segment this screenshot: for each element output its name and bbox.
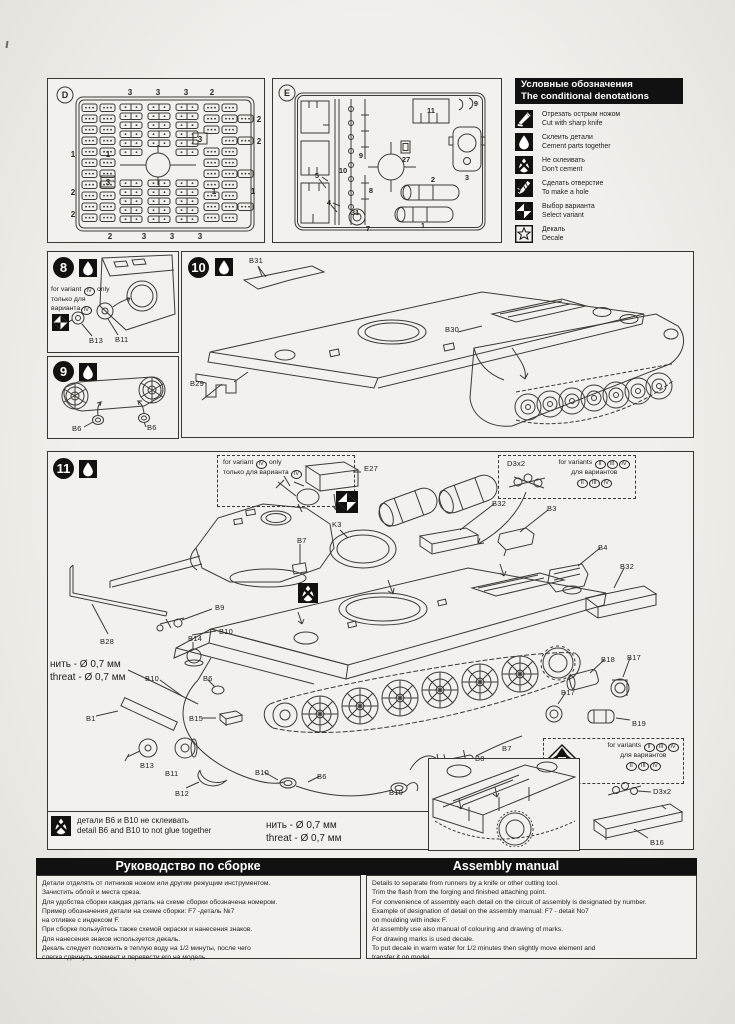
variant-note — [607, 742, 679, 771]
manual-line: Для нанесения знаков используется декаль. — [42, 935, 181, 943]
no-glue-note — [77, 816, 211, 836]
variant-roman: IV — [256, 460, 267, 469]
select-variant-icon — [336, 491, 358, 513]
part-label: B6 — [203, 674, 213, 683]
variant-roman: II — [595, 460, 606, 469]
sprue-d-letter: D — [61, 90, 69, 100]
part-label: B13 — [140, 761, 154, 770]
legend-text-en: To make a hole — [542, 188, 589, 196]
part-label: B14 — [188, 634, 202, 643]
svg-text:3: 3 — [127, 88, 133, 97]
part-label: B10 — [255, 768, 269, 777]
part-label: B17 — [561, 688, 575, 697]
part-label: B30 — [445, 325, 459, 334]
legend-text-ru: Сделать отверстие — [542, 180, 604, 187]
part-label: B6 — [72, 424, 82, 433]
legend-text-ru: Отрезать острым ножом — [542, 111, 621, 118]
part-label: B10 — [219, 627, 233, 636]
part-label: B10 — [389, 788, 403, 797]
legend-item-decal — [515, 225, 565, 243]
part-label: B11 — [165, 769, 179, 778]
variant-roman: III — [638, 762, 649, 771]
drill-hole-icon — [515, 179, 533, 197]
step-10-drawing — [182, 252, 693, 437]
variant-roman: IV — [84, 287, 95, 296]
legend-text-en: Don't cement — [542, 165, 583, 173]
legend-text-en: Cement parts together — [542, 142, 611, 150]
legend-text-en: Decale — [542, 234, 564, 242]
part-label: B8 — [475, 754, 485, 763]
svg-text:3: 3 — [197, 135, 203, 144]
step-11-number: 11 — [53, 458, 74, 479]
variant-note-text: for variants — [558, 459, 593, 466]
svg-text:3: 3 — [197, 232, 203, 241]
thread-note-ru: нить - Ø 0,7 мм — [266, 820, 337, 831]
svg-text:2: 2 — [70, 210, 76, 219]
svg-text:2: 2 — [256, 137, 262, 146]
svg-text:2: 2 — [256, 115, 262, 124]
manual-line: Example of designation of detail on the assembly manual: F7 - detail No7 — [372, 907, 589, 915]
variant-roman: IV — [601, 479, 612, 488]
part-label: B7 — [297, 536, 307, 545]
part-label: B9 — [215, 603, 225, 612]
part-label: D3x2 — [653, 787, 672, 796]
manual-line: Для удобства сборки каждая деталь на схеме сборки обозначена номером. — [42, 898, 278, 906]
legend-title-ru: Условные обозначения — [521, 79, 633, 90]
no-glue-note-ru: детали B6 и B10 не склеивать — [77, 816, 189, 825]
sprue-e-panel — [272, 78, 502, 243]
svg-text:10: 10 — [338, 166, 348, 175]
legend-text-en: Cut with sharp knife — [542, 119, 603, 127]
note-divider — [48, 811, 428, 812]
step-11-panel — [47, 451, 694, 850]
svg-text:3: 3 — [105, 178, 111, 187]
variant-roman: IV — [619, 460, 630, 469]
manual-header-bar — [36, 858, 697, 875]
variant-note-text: только для — [51, 296, 86, 303]
part-label: B7 — [502, 744, 512, 753]
variant-roman: IV — [81, 306, 92, 315]
manual-line: Details to separate from runners by a knife or other cutting tool. — [372, 880, 559, 887]
variant-note-text: для вариантов — [620, 752, 667, 759]
manual-line: Зачистить облой и места среза. — [42, 889, 142, 897]
fender-inset-box — [428, 758, 580, 851]
svg-text:2: 2 — [430, 175, 436, 184]
step-8-panel — [47, 251, 179, 353]
variant-note — [223, 459, 303, 479]
thread-note-en: threat - Ø 0,7 мм — [50, 671, 126, 683]
manual-ru-box — [36, 875, 361, 962]
manual-line: Trim the flash from the forging and finished attaching point. — [372, 889, 547, 897]
variant-note-text: only — [269, 459, 282, 466]
part-label: B6 — [317, 772, 327, 781]
manual-en-box — [366, 875, 697, 962]
legend-header — [515, 78, 683, 104]
variant-box-e27 — [217, 455, 355, 507]
thread-note-ru: нить - Ø 0,7 мм — [50, 659, 121, 670]
legend-text-ru: Декаль — [542, 226, 566, 233]
svg-text:8: 8 — [368, 186, 374, 195]
part-label: B32 — [492, 499, 506, 508]
svg-text:2: 2 — [107, 232, 113, 241]
variant-note-text: for variant — [51, 286, 82, 293]
legend-text-en: Select variant — [542, 211, 584, 219]
svg-text:1: 1 — [70, 150, 76, 159]
manual-line: For convenience of assembly each detail on the circuit of assembly is designated by number. — [372, 898, 647, 906]
part-label: B32 — [620, 562, 634, 571]
step-9-drawing — [48, 357, 178, 438]
legend-title-en: The conditional denotations — [521, 91, 649, 102]
cement-icon — [79, 460, 97, 478]
step-10-number: 10 — [188, 257, 209, 278]
variant-roman: II — [626, 762, 637, 771]
svg-text:2: 2 — [70, 188, 76, 197]
svg-text:9: 9 — [358, 151, 364, 160]
manual-title-en: Assembly manual — [452, 859, 560, 873]
thread-note-bottom — [266, 820, 341, 845]
svg-text:7: 7 — [365, 224, 371, 233]
part-label: K3 — [332, 520, 342, 529]
no-glue-note-en: detail B6 and B10 to not glue together — [77, 826, 212, 835]
manual-line: на отливке с индексом F. — [42, 917, 120, 925]
select-variant-icon — [52, 314, 69, 331]
step-11-drawing — [48, 452, 693, 849]
decal-icon — [515, 225, 533, 243]
thread-note-left — [50, 659, 125, 684]
part-label: B15 — [189, 714, 203, 723]
svg-text:9: 9 — [473, 99, 479, 108]
part-label: B10 — [145, 674, 159, 683]
legend-item-hole — [515, 179, 603, 197]
manual-line: слегка сдвинуть элемент и перевести его на модель. — [42, 954, 208, 962]
cement-icon — [515, 133, 533, 151]
svg-text:1: 1 — [105, 150, 111, 159]
dont-cement-icon — [515, 156, 533, 174]
svg-text:4: 4 — [326, 198, 332, 207]
step-8-number: 8 — [53, 257, 74, 278]
part-label: B11 — [115, 335, 129, 344]
manual-line: For drawing marks is used decale. — [372, 935, 474, 943]
sprue-d-panel — [47, 78, 265, 243]
variant-note-text: for variants — [607, 742, 642, 749]
svg-text:5: 5 — [314, 171, 320, 180]
variant-roman: IV — [650, 762, 661, 771]
part-label: B1 — [86, 714, 96, 723]
variant-note-text: для вариантов — [571, 469, 618, 476]
manual-title-ru: Руководство по сборке — [115, 859, 261, 873]
part-label: B31 — [249, 256, 263, 265]
variant-roman: II — [644, 743, 655, 752]
page-edge-mark — [6, 41, 9, 48]
thread-note-en: threat - Ø 0,7 мм — [266, 832, 342, 844]
part-label: B6 — [147, 423, 157, 432]
legend-text-ru: Склеить детали — [542, 134, 593, 141]
part-label: B19 — [632, 719, 646, 728]
sprue-e-letter: E — [283, 88, 291, 98]
legend-item-cut — [515, 110, 620, 128]
svg-text:31: 31 — [350, 208, 360, 217]
knife-icon — [515, 110, 533, 128]
variant-note — [558, 459, 630, 488]
legend-text-ru: Не склеивать — [542, 157, 585, 164]
manual-line: При сборке пользуйтесь также схемой окраски и нанесения знаков. — [42, 926, 253, 934]
part-label: E27 — [364, 464, 378, 473]
svg-text:2: 2 — [209, 88, 215, 97]
svg-text:1: 1 — [250, 187, 256, 196]
svg-text:3: 3 — [141, 232, 147, 241]
sprue-e-drawing — [273, 79, 501, 242]
step-10-panel — [181, 251, 694, 438]
manual-line: At assembly use also manual of colouring and drawing of marks. — [372, 926, 564, 934]
manual-line: on moulding with index F. — [372, 917, 448, 925]
select-variant-icon — [515, 202, 533, 220]
variant-roman: II — [577, 479, 588, 488]
variant-roman: III — [656, 743, 667, 752]
variant-roman: IV — [291, 470, 302, 479]
variant-roman: IV — [668, 743, 679, 752]
variant-note-text: только для варианта — [223, 469, 289, 476]
legend-item-variant — [515, 202, 595, 220]
manual-line: Детали отделять от литников ножом или другим режущим инструментом. — [42, 880, 271, 887]
variant-note-text: for variant — [223, 459, 254, 466]
svg-text:3: 3 — [464, 173, 470, 182]
variant-roman: III — [607, 460, 618, 469]
step-9-panel — [47, 356, 179, 439]
step-9-number: 9 — [53, 361, 74, 382]
dont-cement-icon — [51, 816, 71, 836]
variant-note-text: only — [97, 286, 110, 293]
part-label: B4 — [598, 543, 608, 552]
fender-inset-drawing — [429, 759, 576, 847]
manual-line: To put decale in warm water for 1/2 minutes then slightly move element and — [372, 945, 596, 953]
part-label: B16 — [650, 838, 664, 847]
variant-roman: III — [589, 479, 600, 488]
manual-line: transfer it on model. — [372, 954, 432, 962]
step-8-variant-note — [51, 286, 109, 315]
sprue-d-drawing — [48, 79, 264, 242]
svg-text:3: 3 — [169, 232, 175, 241]
svg-text:27: 27 — [401, 155, 411, 164]
manual-line: Пример обозначения детали на схеме сборки: F7 -деталь №7 — [42, 907, 235, 915]
manual-line: Декаль следует положить в теплую воду на 1/2 минуты, после чего — [42, 945, 251, 953]
svg-text:3: 3 — [155, 88, 161, 97]
svg-text:11: 11 — [427, 106, 435, 115]
legend-text-ru: Выбор варианта — [542, 203, 595, 210]
svg-text:1: 1 — [211, 187, 217, 196]
part-label: B18 — [601, 655, 615, 664]
part-label: B28 — [100, 637, 114, 646]
svg-text:3: 3 — [183, 88, 189, 97]
svg-text:1: 1 — [420, 221, 426, 230]
legend-item-cement — [515, 133, 611, 151]
part-label: B3 — [547, 504, 557, 513]
part-label: B29 — [190, 379, 204, 388]
variant-note-text: варианта — [51, 304, 81, 312]
part-label: B12 — [175, 789, 189, 798]
legend — [515, 78, 683, 242]
dont-cement-icon — [298, 583, 318, 603]
legend-item-dont-cement — [515, 156, 585, 174]
part-label: B17 — [627, 653, 641, 662]
part-label: D3x2 — [507, 459, 526, 468]
part-label: B13 — [89, 336, 103, 345]
